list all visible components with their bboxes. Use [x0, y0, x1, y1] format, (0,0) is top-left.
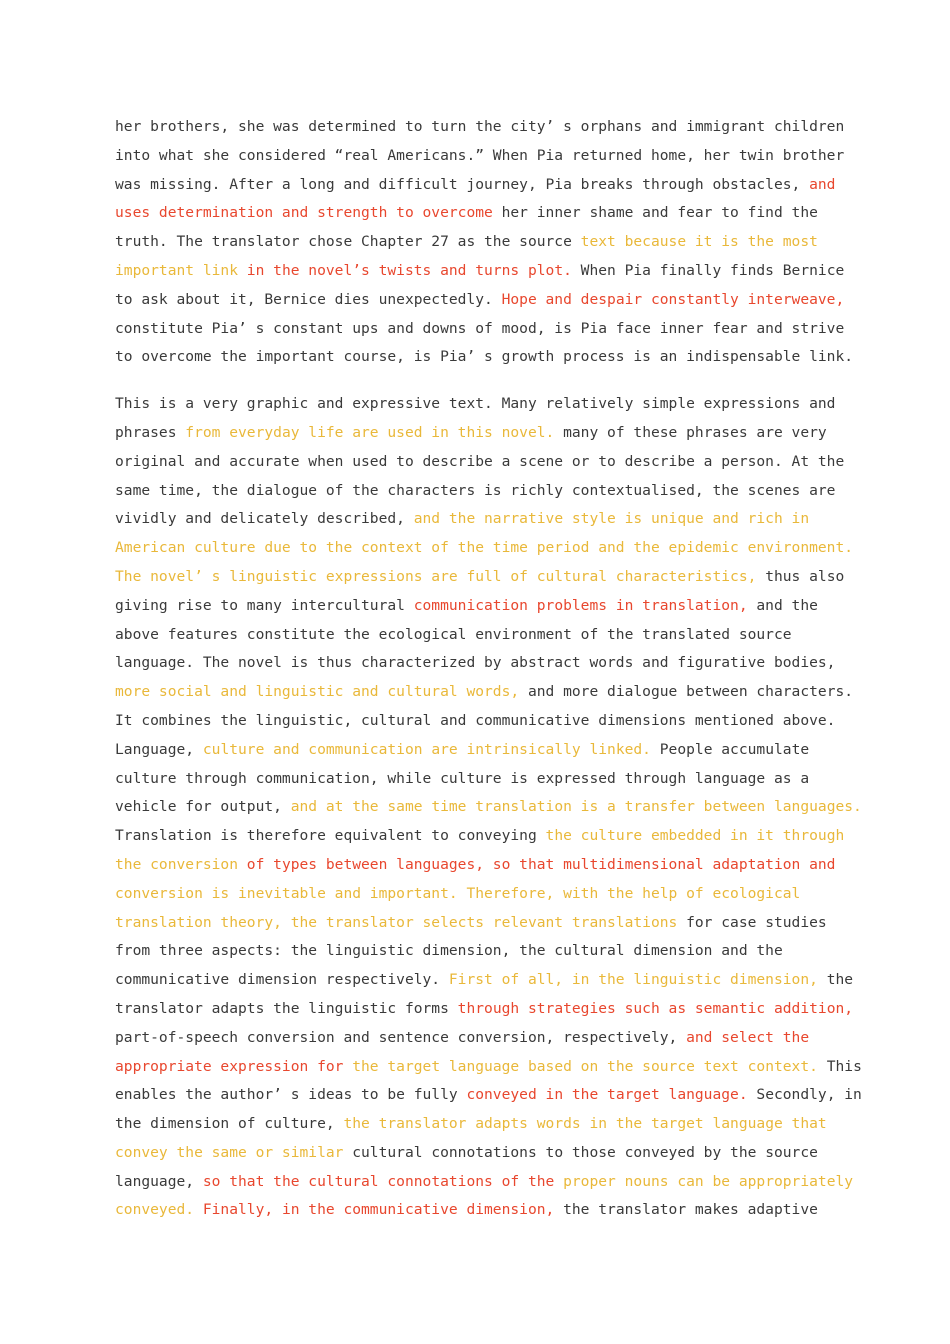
text-line: [115, 534, 854, 563]
body-text: to ask about it, Bernice dies unexpectedly.: [115, 290, 502, 308]
body-text: This: [817, 1057, 862, 1075]
body-text: People accumulate: [650, 740, 810, 758]
text-line: [115, 765, 845, 794]
body-text: and more dialogue between characters.: [519, 683, 854, 701]
body-text: her inner shame and fear to find the: [492, 204, 818, 222]
text-line: [115, 736, 845, 765]
body-text: original and accurate when used to describe a scene or to describe a person. At the: [115, 452, 845, 470]
body-text: to overcome the important course, is Pia’ s growth process is an indispensable link.: [115, 348, 854, 366]
text-line: [115, 649, 845, 678]
body-text: the dimension of culture,: [115, 1115, 344, 1133]
text-line: [115, 707, 845, 736]
body-text: the translator makes adaptive: [554, 1201, 818, 1219]
body-text: cultural connotations to those conveyed by the source: [343, 1143, 818, 1161]
text-line: [115, 1196, 845, 1225]
body-text: thus also: [756, 567, 845, 585]
highlight-yellow-text: culture and communication are intrinsically linked.: [202, 740, 651, 758]
highlight-yellow-text: the conversion: [115, 855, 247, 873]
text-line: [115, 343, 854, 372]
highlight-yellow-text: proper nouns can be appropriately: [554, 1172, 854, 1190]
text-line: [115, 257, 845, 286]
highlight-red-text: and select the: [686, 1028, 810, 1046]
text-line: [115, 995, 854, 1024]
body-text: many of these phrases are very: [554, 423, 827, 441]
body-text: enables the author’ s ideas to be fully: [115, 1086, 467, 1104]
text-line: [115, 937, 845, 966]
text-line: [115, 1024, 845, 1053]
highlight-red-text: and: [809, 175, 836, 193]
paragraph-2: [115, 390, 862, 1225]
highlight-yellow-text: the translator adapts words in the target language that: [343, 1115, 827, 1133]
body-text: Secondly, in: [747, 1086, 862, 1104]
body-text: language,: [115, 1172, 203, 1190]
text-line: [115, 563, 845, 592]
text-line: [115, 909, 845, 938]
paragraph-1: [115, 113, 854, 372]
highlight-yellow-text: more social and linguistic and cultural words,: [115, 683, 520, 701]
body-text: her brothers, she was determined to turn the city’ s orphans and immigrant children: [115, 118, 845, 135]
text-line: [115, 1139, 845, 1168]
body-text: and the: [747, 596, 818, 614]
text-line: [115, 286, 845, 315]
body-text: vehicle for output,: [115, 798, 291, 816]
highlight-yellow-text: the culture embedded in it through: [545, 827, 845, 845]
body-text: same time, the dialogue of the characters is richly contextualised, the scenes are: [115, 481, 836, 499]
highlight-yellow-text: from everyday life are used in this novel.: [185, 423, 555, 441]
body-text: vividly and delicately described,: [115, 510, 414, 528]
text-line: [115, 505, 845, 534]
body-text: giving rise to many intercultural: [115, 596, 414, 614]
text-line: [115, 1053, 862, 1082]
highlight-yellow-text: conveyed.: [115, 1201, 195, 1219]
text-line: [115, 1081, 862, 1110]
text-line: [115, 621, 845, 650]
body-text: was missing. After a long and difficult journey, Pia breaks through obstacles,: [115, 175, 810, 193]
highlight-yellow-text: conversion is inevitable and important. Therefore, with the help of ecological: [115, 884, 801, 902]
text-line: [115, 966, 854, 995]
body-text: When Pia finally finds Bernice: [571, 261, 845, 279]
highlight-red-text: so that the cultural connotations of the: [202, 1172, 555, 1190]
highlight-red-text: appropriate expression for: [115, 1057, 344, 1075]
document-body: [115, 113, 862, 1225]
body-text: culture through communication, while culture is expressed through language as a: [115, 769, 810, 787]
highlight-yellow-text: text because it is the most: [580, 233, 818, 251]
highlight-yellow-text: The novel’ s linguistic expressions are full of cultural characteristics,: [115, 567, 757, 585]
text-line: [115, 199, 845, 228]
body-text: translator adapts the linguistic forms: [115, 999, 458, 1017]
body-text: Language,: [115, 740, 203, 758]
body-text: from three aspects: the linguistic dimension, the cultural dimension and the: [115, 942, 783, 960]
body-text: This is a very graphic and expressive text. Many relatively simple expressions and: [115, 395, 836, 413]
highlight-yellow-text: the target language based on the source text context.: [343, 1057, 818, 1075]
body-text: Translation is therefore equivalent to conveying: [115, 827, 546, 845]
highlight-red-text: conveyed in the target language.: [466, 1086, 748, 1104]
highlight-yellow-text: First of all, in the linguistic dimension,: [448, 971, 818, 989]
text-line: [115, 678, 854, 707]
highlight-yellow-text: and the narrative style is unique and rich in: [413, 510, 810, 528]
text-line: [115, 315, 845, 344]
highlight-yellow-text: and at the same time translation is a transfer between languages.: [290, 798, 862, 816]
highlight-yellow-text: American culture due to the context of the time period and the epidemic environment.: [115, 539, 854, 557]
body-text: communicative dimension respectively.: [115, 971, 449, 989]
highlight-red-text: of types between languages, so that multidimensional adaptation and: [246, 855, 836, 873]
highlight-red-text: through strategies such as semantic addition,: [457, 999, 854, 1017]
body-text: language. The novel is thus characterized by abstract words and figurative bodies,: [115, 654, 836, 672]
text-line: [115, 113, 845, 142]
body-text: for case studies: [677, 913, 827, 931]
document-page: [115, 113, 862, 1225]
body-text: part-of-speech conversion and sentence conversion, respectively,: [115, 1028, 687, 1046]
text-line: [115, 592, 845, 621]
text-line: [115, 1168, 854, 1197]
body-text: It combines the linguistic, cultural and communicative dimensions mentioned above.: [115, 711, 836, 729]
highlight-red-text: communication problems in translation,: [413, 596, 748, 614]
text-line: [115, 477, 845, 506]
highlight-red-text: in the novel’s twists and turns plot.: [238, 261, 572, 279]
body-text: into what she considered “real Americans.” When Pia returned home, her twin brother: [115, 146, 845, 164]
highlight-red-text: Finally, in the communicative dimension,: [194, 1201, 555, 1219]
body-text: constitute Pia’ s constant ups and downs of mood, is Pia face inner fear and strive: [115, 319, 845, 337]
highlight-yellow-text: translation theory, the translator selects relevant translations: [115, 913, 678, 931]
body-text: the: [817, 971, 854, 989]
text-line: [115, 822, 845, 851]
text-line: [115, 228, 845, 257]
text-line: [115, 880, 845, 909]
body-text: truth. The translator chose Chapter 27 as the source: [115, 233, 581, 251]
text-line: [115, 390, 845, 419]
text-line: [115, 419, 845, 448]
body-text: phrases: [115, 423, 186, 441]
text-line: [115, 793, 862, 822]
highlight-red-text: Hope and despair constantly interweave,: [501, 290, 845, 308]
text-line: [115, 171, 845, 200]
highlight-red-text: uses determination and strength to overcome: [115, 204, 493, 222]
text-line: [115, 142, 845, 171]
body-text: above features constitute the ecological environment of the translated source: [115, 625, 792, 643]
text-line: [115, 1110, 845, 1139]
text-line: [115, 448, 845, 477]
highlight-yellow-text: convey the same or similar: [115, 1143, 344, 1161]
highlight-yellow-text: important link: [115, 261, 239, 279]
text-line: [115, 851, 845, 880]
